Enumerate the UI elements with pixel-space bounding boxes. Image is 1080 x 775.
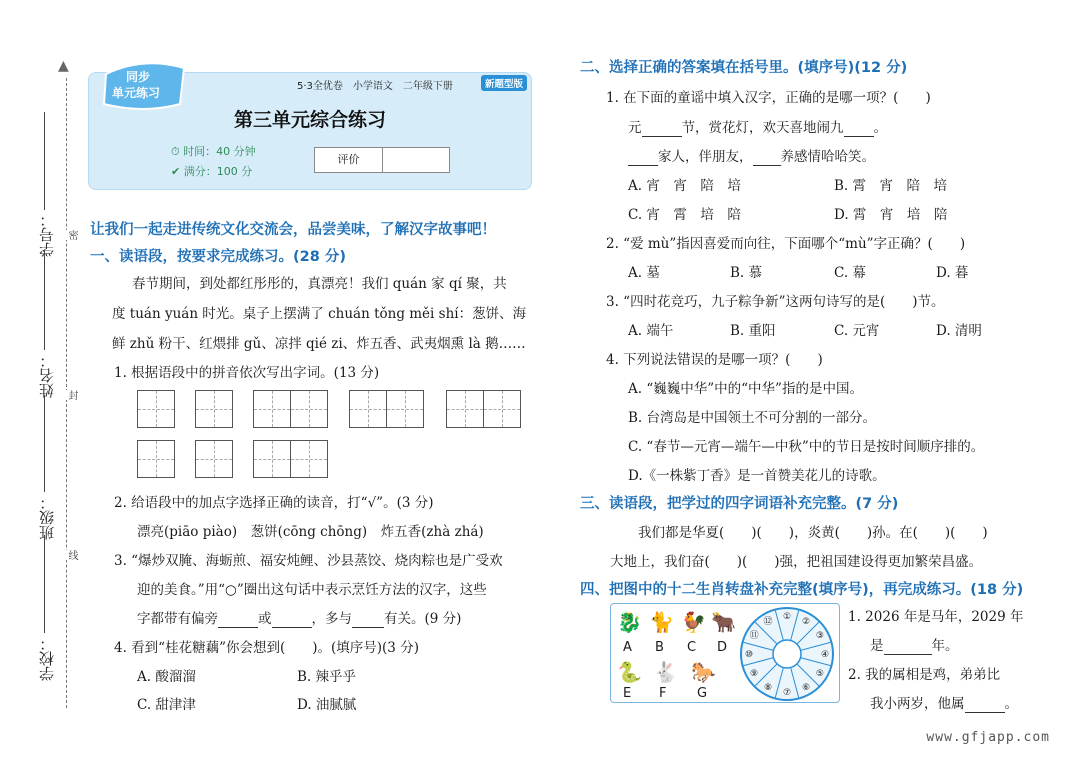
- answer-blank[interactable]: [272, 611, 312, 628]
- sec1-q1: 1. 根据语段中的拼音依次写出字词。(13 分): [114, 365, 380, 381]
- section4-title: 四、把图中的十二生肖转盘补充完整(填序号)，再完成练习。(18 分): [580, 582, 1024, 598]
- section2-title: 二、选择正确的答案填在括号里。(填序号)(12 分): [580, 60, 908, 76]
- seal-feng: 封: [66, 390, 77, 400]
- wheel-number[interactable]: ⑫: [763, 617, 773, 628]
- sec2-q4-option-d[interactable]: D.《一株紫丁香》是一首赞美花儿的诗歌。: [628, 468, 886, 484]
- writing-grid[interactable]: [195, 440, 233, 478]
- sec1-q3-line3: 字都带有偏旁 或 ，多与 有关。(9 分): [137, 611, 462, 627]
- answer-blank[interactable]: [753, 149, 781, 166]
- section3-title: 三、读语段，把学过的四字词语补充完整。(7 分): [580, 496, 899, 512]
- sec1-q4-option-c[interactable]: C. 甜津津: [137, 697, 196, 713]
- book-meta: 5·3全优卷 小学语文 二年级下册: [297, 81, 453, 92]
- school-field[interactable]: [44, 535, 45, 633]
- writing-grid[interactable]: [349, 390, 387, 428]
- sec2-q4: 4. 下列说法错误的是哪一项？( ): [606, 352, 823, 368]
- sec2-q1-line1: 元 节，赏花灯，欢天喜地闹九 。: [628, 120, 887, 136]
- sec2-q4-option-c[interactable]: C. “春节—元宵—端午—中秋”中的节日是按时间顺序排的。: [628, 439, 985, 455]
- student-id-label: 学号：: [38, 212, 56, 257]
- writing-grid[interactable]: [290, 440, 328, 478]
- zodiac-wheel: [739, 606, 835, 702]
- sec1-paragraph-3: 鲜 zhǔ 粉干、红煨排 gǔ、凉拌 qié zi、炸五香、武夷烟熏 là 鹅……: [112, 336, 526, 352]
- dragon-icon: 🐉: [617, 610, 642, 634]
- student-id-field[interactable]: [44, 112, 45, 210]
- answer-blank[interactable]: [352, 611, 384, 628]
- sec1-paragraph-1: 春节期间，到处都红彤彤的，真漂亮！我们 quán 家 qí 聚，共: [132, 276, 507, 292]
- rabbit-icon: 🐇: [653, 660, 678, 684]
- sec2-q2: 2. “爱 mù”指因喜爱而向往，下面哪个“mù”字正确？( ): [606, 236, 966, 252]
- sec2-q2-option-b[interactable]: B. 慕: [730, 265, 763, 281]
- section1-title: 一、读语段，按要求完成练习。(28 分): [90, 249, 346, 265]
- sec2-q2-option-d[interactable]: D. 暮: [936, 265, 969, 281]
- zodiac-picture: 🐉 A 🐈 B 🐓 C 🐂 D 🐍 E 🐇 F 🐎 G ① ② ③ ④ ⑤ ⑥ ⑦ ⑧ ⑨ ⑩ ⑪ ⑫: [610, 603, 840, 703]
- sec1-q3-line1: 3. “爆炒双腌、海蛎煎、福安炖鲤、沙县蒸饺、烧肉粽也是广受欢: [114, 553, 503, 569]
- sec1-q4-option-a[interactable]: A. 酸溜溜: [137, 669, 196, 685]
- name-field[interactable]: [44, 250, 45, 350]
- sec4-q2-line2: 我小两岁，他属 。: [870, 696, 1018, 712]
- wheel-number[interactable]: ⑦: [782, 688, 792, 698]
- sec2-q1-option-d[interactable]: D. 霄 宵 培 陪: [834, 207, 948, 223]
- sec1-q2-options: 漂亮(piāo piào) 葱饼(cōng chōng) 炸五香(zhà zhá): [137, 524, 484, 540]
- sec2-q1-option-a[interactable]: A. 宵 宵 陪 培: [628, 178, 741, 194]
- class-field[interactable]: [44, 395, 45, 492]
- sec3-line2: 大地上，我们奋( )( )强，把祖国建设得更加繁荣昌盛。: [610, 554, 983, 570]
- writing-grid[interactable]: [483, 390, 521, 428]
- wheel-number[interactable]: ③: [815, 631, 824, 641]
- seal-xian: 线: [66, 550, 77, 560]
- answer-blank[interactable]: [642, 120, 682, 137]
- sec4-q1-line2: 是 年。: [870, 638, 959, 654]
- wheel-number[interactable]: ⑧: [763, 682, 773, 693]
- wheel-number[interactable]: ⑥: [801, 682, 811, 693]
- sec4-q1-line1: 1. 2026 年是马年，2029 年: [848, 609, 1024, 625]
- sec1-q3-line2: 迎的美食。”用“○”圈出这句话中表示烹饪方法的汉字，这些: [137, 582, 487, 598]
- sec1-q2: 2. 给语段中的加点字选择正确的读音，打“√”。(3 分): [114, 495, 434, 511]
- sec4-q2-line1: 2. 我的属相是鸡，弟弟比: [848, 667, 1001, 683]
- writing-grid[interactable]: [195, 390, 233, 428]
- score-info: ✔ 满分：100 分: [171, 165, 253, 178]
- wheel-number[interactable]: ⑨: [750, 669, 759, 679]
- sec2-q1-option-b[interactable]: B. 霄 宵 陪 培: [834, 178, 948, 194]
- sec2-q1-option-c[interactable]: C. 宵 霄 培 陪: [628, 207, 741, 223]
- edition-tag: 新题型版: [481, 75, 527, 91]
- answer-blank[interactable]: [884, 638, 932, 655]
- rocket-icon: ▲: [58, 58, 69, 74]
- eval-label: 评价: [315, 148, 383, 172]
- writing-grid[interactable]: [137, 390, 175, 428]
- snake-icon: 🐍: [617, 660, 642, 684]
- badge-line2: 单元练习: [112, 86, 161, 100]
- time-info: ⏱ 时间：40 分钟: [171, 145, 256, 158]
- sec2-q3-option-d[interactable]: D. 清明: [936, 323, 982, 339]
- sec2-q3: 3. “四时花竞巧，九子粽争新”这两句诗写的是( )节。: [606, 294, 945, 310]
- intro-line: 让我们一起走进传统文化交流会，品尝美味，了解汉字故事吧！: [90, 222, 496, 238]
- sec2-q4-option-a[interactable]: A. “巍巍中华”中的“中华”指的是中国。: [628, 381, 863, 397]
- name-label: 姓名：: [38, 353, 56, 398]
- rooster-icon: 🐓: [681, 610, 706, 634]
- seal-mi: 密: [66, 230, 77, 240]
- class-label: 班级：: [38, 495, 56, 540]
- writing-grid[interactable]: [253, 390, 291, 428]
- sec1-q4-option-d[interactable]: D. 油腻腻: [297, 697, 357, 713]
- sec2-q2-option-c[interactable]: C. 幕: [834, 265, 866, 281]
- page-title: 第三单元综合练习: [233, 109, 386, 131]
- clock-icon: ⏱: [171, 145, 184, 158]
- sec1-paragraph-2: 度 tuán yuán 时光。桌子上摆满了 chuán tǒng měi shí：葱饼、海: [112, 306, 527, 322]
- writing-grid[interactable]: [446, 390, 484, 428]
- answer-blank[interactable]: [844, 120, 874, 137]
- check-icon: ✔: [171, 165, 184, 178]
- sec2-q2-option-a[interactable]: A. 墓: [628, 265, 660, 281]
- unit-practice-badge: [100, 60, 188, 112]
- sec3-line1: 我们都是华夏( )( )，炎黄( )孙。在( )( ): [638, 525, 988, 541]
- cat-icon: 🐈: [649, 610, 674, 634]
- writing-grid[interactable]: [290, 390, 328, 428]
- wheel-number[interactable]: ①: [782, 612, 792, 622]
- wheel-number[interactable]: ⑤: [815, 669, 824, 679]
- evaluation-box[interactable]: [314, 147, 450, 173]
- sec2-q3-option-c[interactable]: C. 元宵: [834, 323, 880, 339]
- writing-grid[interactable]: [386, 390, 424, 428]
- answer-blank[interactable]: [628, 149, 658, 166]
- wheel-number[interactable]: ⑪: [749, 631, 759, 641]
- sec2-q1: 1. 在下面的童谣中填入汉字，正确的是哪一项？( ): [606, 90, 931, 106]
- wheel-number[interactable]: ④: [820, 650, 830, 660]
- wheel-number[interactable]: ⑩: [744, 650, 754, 660]
- badge-line1: 同步: [126, 70, 151, 84]
- wheel-number[interactable]: ②: [801, 617, 811, 628]
- horse-icon: 🐎: [691, 660, 716, 684]
- sec2-q3-option-b[interactable]: B. 重阳: [730, 323, 776, 339]
- answer-blank[interactable]: [965, 696, 1005, 713]
- ox-icon: 🐂: [711, 610, 736, 634]
- sec1-q4: 4. 看到“桂花糖藕”你会想到( )。(填序号)(3 分): [114, 640, 419, 656]
- writing-grid[interactable]: [137, 440, 175, 478]
- sec2-q3-option-a[interactable]: A. 端午: [628, 323, 674, 339]
- watermark: www.gfjapp.com: [926, 730, 1050, 745]
- school-label: 学校：: [38, 636, 56, 681]
- sec1-q4-option-b[interactable]: B. 辣乎乎: [297, 669, 357, 685]
- writing-grid[interactable]: [253, 440, 291, 478]
- sec2-q1-line2: 家人，伴朋友， 养感情哈哈笑。: [628, 145, 875, 166]
- sec2-q4-option-b[interactable]: B. 台湾岛是中国领土不可分割的一部分。: [628, 410, 877, 426]
- answer-blank[interactable]: [218, 611, 258, 628]
